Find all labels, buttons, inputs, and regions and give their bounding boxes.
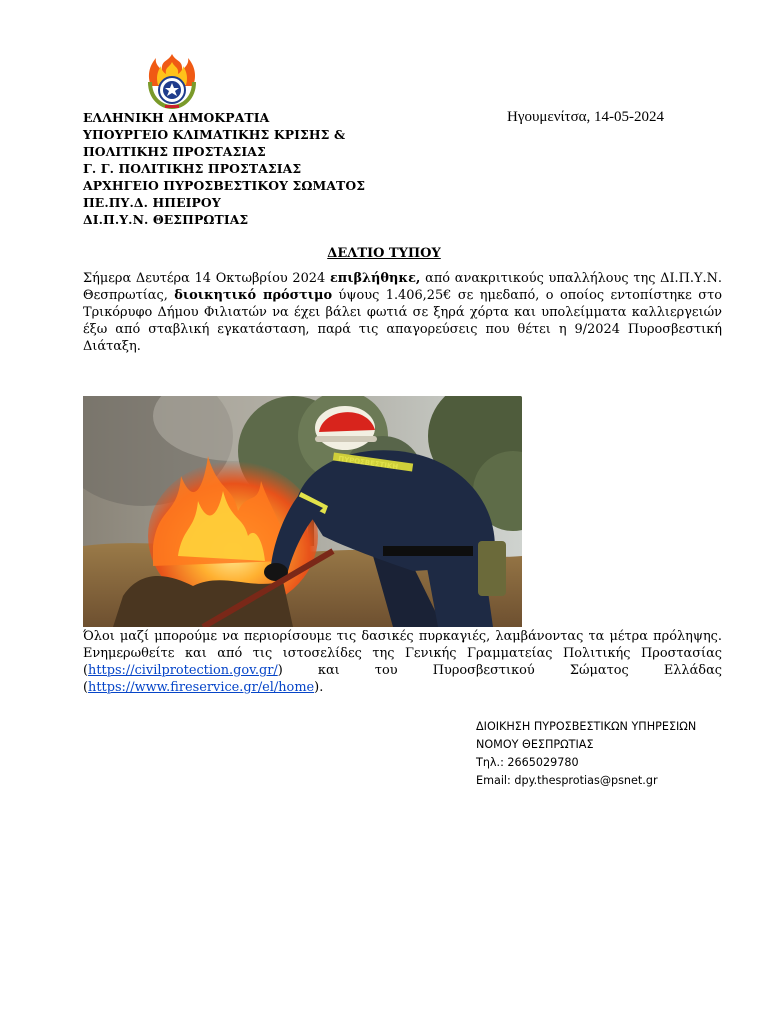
civilprotection-link[interactable]: https://civilprotection.gov.gr/ (88, 663, 278, 678)
firefighter-photo (83, 396, 522, 627)
vest-label: ΠΥΡΟΣΒΕΣΤΙΚΗ (337, 454, 399, 472)
fire-service-emblem-icon (143, 52, 201, 110)
paragraph-text: ). (314, 680, 324, 695)
header-line: ΕΛΛΗΝΙΚΗ ΔΗΜΟΚΡΑΤΙΑ (83, 110, 270, 125)
contact-footer (476, 718, 696, 790)
header-line: ΠΕ.ΠΥ.Δ. ΗΠΕΙΡΟΥ (83, 195, 221, 210)
footer-email: Email: dpy.thesprotias@psnet.gr (476, 774, 658, 787)
footer-line: ΔΙΟΙΚΗΣΗ ΠΥΡΟΣΒΕΣΤΙΚΩΝ ΥΠΗΡΕΣΙΩΝ (476, 720, 697, 733)
document-date: Ηγουμενίτσα, 14-05-2024 (507, 109, 665, 125)
footer-line: ΝΟΜΟΥ ΘΕΣΠΡΩΤΙΑΣ (476, 738, 594, 751)
fireservice-link[interactable]: https://www.fireservice.gr/el/home (88, 680, 315, 695)
header-line: ΔΙ.Π.Υ.Ν. ΘΕΣΠΡΩΤΙΑΣ (83, 212, 249, 227)
header-line: ΠΟΛΙΤΙΚΗΣ ΠΡΟΣΤΑΣΙΑΣ (83, 144, 266, 159)
paragraph-bold-text: διοικητικό πρόστιμο (174, 288, 333, 303)
footer-phone: Τηλ.: 2665029780 (476, 756, 579, 769)
paragraph-prevention (83, 628, 722, 696)
paragraph-text: ) και του Πυροσβεστικού Σώματος Ελλάδας ( (83, 663, 722, 695)
paragraph-text: ύψους 1.406,25€ σε ημεδαπό, ο οποίος εντοπίστηκε στο Τρικόρυφο Δήμου Φιλιατών να έχει βάλει φωτιά σε ξηρά χόρτα και υπολείμματα καλλιεργειών έξω από σταβλική εγκατάσταση, παρά τις απαγορεύσεις που θέτει η 9/2024 Πυροσβεστική Διάταξη. (83, 288, 722, 354)
paragraph-text: Σήμερα Δευτέρα 14 Οκτωβρίου 2024 (83, 271, 330, 286)
header-line: Γ. Γ. ΠΟΛΙΤΙΚΗΣ ΠΡΟΣΤΑΣΙΑΣ (83, 161, 302, 176)
paragraph-fine-announcement (83, 270, 722, 355)
sender-header (83, 109, 365, 228)
paragraph-text: Όλοι μαζί μπορούμε να περιορίσουμε τις δασικές πυρκαγιές, λαμβάνοντας τα μέτρα πρόληψης. Ενημερωθείτε και από τις ιστοσελίδες της Γενικής Γραμματείας Πολιτικής Προστασίας ( (83, 629, 722, 678)
header-line: ΑΡΧΗΓΕΙΟ ΠΥΡΟΣΒΕΣΤΙΚΟΥ ΣΩΜΑΤΟΣ (83, 178, 366, 193)
document-title (0, 246, 768, 261)
paragraph-bold-text: επιβλήθηκε, (329, 271, 421, 286)
document-title-text: ΔΕΛΤΙΟ ΤΥΠΟΥ (327, 246, 441, 261)
header-line: ΥΠΟΥΡΓΕΙΟ ΚΛΙΜΑΤΙΚΗΣ ΚΡΙΣΗΣ & (83, 127, 346, 142)
paragraph-text: από ανακριτικούς υπαλλήλους της ΔΙ.Π.Υ.Ν. Θεσπρωτίας, (83, 271, 722, 303)
